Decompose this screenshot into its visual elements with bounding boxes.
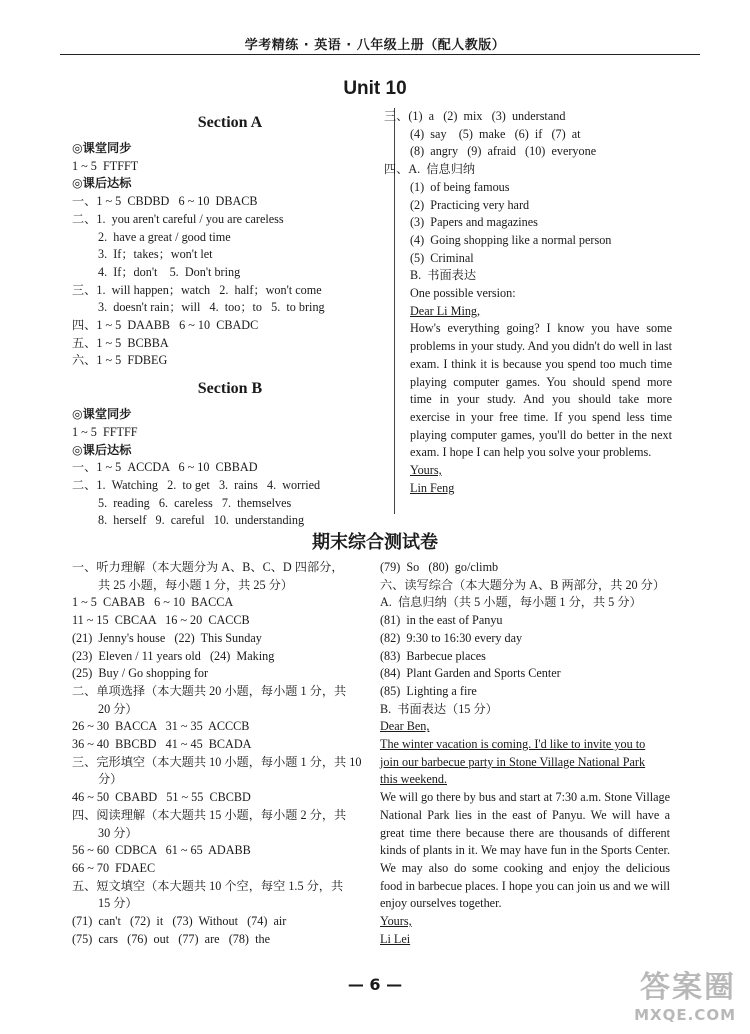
answer-line: 六、读写综合（本大题分为 A、B 两部分，共 20 分）: [380, 577, 666, 592]
running-header: 学考精练 · 英语 · 八年级上册（配人教版）: [244, 38, 506, 53]
answer-line: B. 书面表达（15 分）: [380, 701, 498, 716]
answer-line: 1 ~ 5 FFTFF: [72, 424, 138, 439]
answer-line: One possible version:: [410, 286, 516, 301]
answer-line: (1) of being famous: [410, 179, 510, 194]
unit-right-column: [384, 108, 672, 497]
answer-line: 一、1 ~ 5 CBDBD 6 ~ 10 DBACB: [72, 194, 258, 209]
answer-line: B. 书面表达: [410, 268, 477, 283]
answer-line: 46 ~ 50 CBABD 51 ~ 55 CBCBD: [72, 790, 251, 805]
answer-line: 二、1. Watching 2. to get 3. rains 4. worried: [72, 477, 321, 492]
exam-letter-signature: Li Lei: [380, 931, 411, 946]
section-b-title: Section B: [197, 380, 263, 398]
exam-letter-closing: Yours,: [380, 914, 412, 929]
answer-line: 六、1 ~ 5 FDBEG: [72, 353, 168, 368]
answer-line: ◎课堂同步: [72, 141, 132, 155]
letter-signature: Lin Feng: [410, 480, 455, 495]
answer-line: 四、1 ~ 5 DAABB 6 ~ 10 CBADC: [72, 318, 259, 333]
answer-line: 3. If；takes；won't let: [98, 247, 213, 262]
section-a-title: Section A: [197, 114, 263, 131]
unit-title: Unit 10: [343, 78, 407, 99]
answer-line: 分）: [98, 772, 123, 787]
letter-body: How's everything going? I know you have some problems in your study. And you didn't do well in last exam. I think it is because you spend too much time playing computer games. You should spend more time in your study. And you should take more exercise in your free time. If you spend less time playing computer games, you'll do better in the next exam. I hope I can help you solve your problems.: [410, 321, 672, 460]
answer-line: 4. If；don't 5. Don't bring: [98, 264, 241, 279]
answer-line: 四、阅读理解（本大题共 15 小题，每小题 2 分，共: [72, 807, 347, 822]
answer-line: 四、A. 信息归纳: [384, 162, 476, 177]
letter-closing: Yours,: [410, 463, 442, 478]
answer-line: 20 分）: [98, 701, 138, 716]
exam-letter-body: We will go there by bus and start at 7:30 a.m. Stone Village National Park lies in the east of Panyu. We will have a great time there because there are thousands of different kinds of plants in it. We may have fun in the Sports Center. We may also do some cooking and enjoy the delicious food in barbecue places. I hope you can join us and we will enjoy ourselves together.: [380, 790, 670, 911]
answer-line: 26 ~ 30 BACCA 31 ~ 35 ACCCB: [72, 719, 250, 734]
answer-line: 二、单项选择（本大题共 20 小题，每小题 1 分，共: [72, 683, 347, 698]
answer-line: 五、1 ~ 5 BCBBA: [72, 335, 169, 350]
answer-line: 15 分）: [98, 896, 138, 911]
answer-line: 3. doesn't rain；will 4. too；to 5. to bring: [98, 300, 325, 315]
unit-left-column: [72, 106, 388, 530]
answer-line: (8) angry (9) afraid (10) everyone: [410, 144, 597, 159]
watermark-url: MXQE.COM: [634, 1006, 736, 1024]
header-rule: [60, 54, 700, 55]
answer-line: (85) Lighting a fire: [380, 683, 477, 698]
answer-line: 56 ~ 60 CDBCA 61 ~ 65 ADABB: [72, 843, 251, 858]
answer-line: 8. herself 9. careful 10. understanding: [98, 513, 305, 528]
exam-right-answers: [380, 559, 670, 789]
answer-line: ◎课堂同步: [72, 407, 132, 422]
watermark-logo: [634, 962, 736, 1024]
answer-line: 二、1. you aren't careful / you are careless: [72, 211, 284, 226]
answer-line: (3) Papers and magazines: [410, 215, 538, 230]
unit-right-answers: [384, 108, 672, 320]
answer-line: 2. have a great / good time: [98, 229, 231, 244]
answer-line: (82) 9:30 to 16:30 every day: [380, 630, 523, 645]
answer-line: (21) Jenny's house (22) This Sunday: [72, 630, 262, 645]
answer-line: 三、1. will happen；watch 2. half；won't come: [72, 282, 322, 297]
answer-line: (84) Plant Garden and Sports Center: [380, 666, 561, 681]
answer-line: Dear Li Ming,: [410, 303, 481, 318]
answer-line: 1 ~ 5 CABAB 6 ~ 10 BACCA: [72, 595, 234, 610]
exam-left-column: [72, 559, 370, 948]
answer-line: (25) Buy / Go shopping for: [72, 666, 209, 681]
answer-line: (2) Practicing very hard: [410, 197, 530, 212]
answer-line: (5) Criminal: [410, 250, 474, 265]
answer-line: Dear Ben,: [380, 719, 430, 734]
exam-left-answers: [72, 559, 370, 948]
answer-line: (81) in the east of Panyu: [380, 613, 503, 628]
answer-line: 一、1 ~ 5 ACCDA 6 ~ 10 CBBAD: [72, 460, 258, 475]
answer-line: 1 ~ 5 FTFFT: [72, 158, 139, 173]
page-number: — 6 —: [347, 975, 403, 994]
watermark-text: 答案圈: [640, 970, 736, 1005]
answer-line: The winter vacation is coming. I'd like to invite you to: [380, 737, 646, 752]
answer-line: 三、完形填空（本大题共 10 小题，每小题 1 分，共 10: [72, 754, 362, 769]
answer-line: 5. reading 6. careless 7. themselves: [98, 495, 292, 510]
section-b-answers: [72, 406, 388, 530]
exam-right-column: [380, 559, 670, 948]
answer-line: (71) can't (72) it (73) Without (74) air: [72, 914, 287, 929]
answer-line: 一、听力理解（本大题分为 A、B、C、D 四部分，: [72, 560, 344, 574]
answer-line: 五、短文填空（本大题共 10 个空，每空 1.5 分，共: [72, 878, 344, 893]
answer-line: (79) So (80) go/climb: [380, 560, 499, 574]
answer-line: this weekend.: [380, 772, 448, 787]
answer-line: 36 ~ 40 BBCBD 41 ~ 45 BCADA: [72, 737, 252, 752]
answer-line: A. 信息归纳（共 5 小题，每小题 1 分，共 5 分）: [380, 595, 642, 610]
answer-line: ◎课后达标: [72, 442, 132, 457]
answer-line: 30 分）: [98, 825, 138, 840]
answer-line: 11 ~ 15 CBCAA 16 ~ 20 CACCB: [72, 613, 250, 628]
answer-line: 共 25 小题，每小题 1 分，共 25 分）: [98, 577, 293, 592]
answer-line: ◎课后达标: [72, 176, 132, 191]
answer-line: (4) say (5) make (6) if (7) at: [410, 126, 581, 141]
answer-line: join our barbecue party in Stone Village National Park: [380, 754, 646, 769]
answer-line: (83) Barbecue places: [380, 648, 486, 663]
answer-line: (23) Eleven / 11 years old (24) Making: [72, 648, 275, 663]
exam-title: 期末综合测试卷: [312, 532, 438, 553]
section-a-answers: [72, 140, 388, 370]
answer-line: (75) cars (76) out (77) are (78) the: [72, 931, 270, 946]
answer-line: 三、(1) a (2) mix (3) understand: [384, 109, 566, 123]
answer-line: 66 ~ 70 FDAEC: [72, 860, 156, 875]
answer-line: (4) Going shopping like a normal person: [410, 232, 612, 247]
